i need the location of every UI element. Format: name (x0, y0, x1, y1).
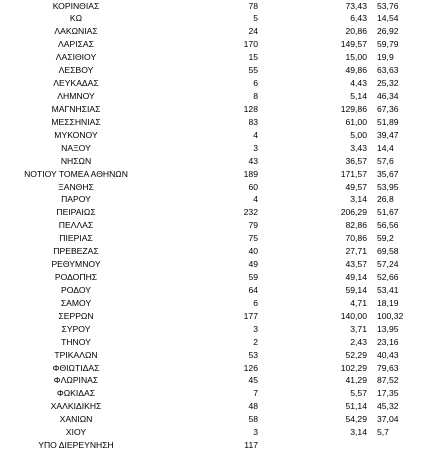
table-row (0, 426, 432, 439)
rate-value-cell: 52,66 (377, 272, 399, 283)
case-count-cell: 53 (248, 349, 258, 360)
table-row (0, 64, 432, 77)
rate-value-cell: 18,19 (377, 297, 399, 308)
table-row (0, 439, 432, 452)
table-row (0, 413, 432, 426)
case-count-cell: 58 (248, 414, 258, 425)
average-value-cell: 4,43 (350, 78, 367, 89)
case-count-cell: 3 (253, 142, 258, 153)
table-row (0, 90, 432, 103)
region-name-cell: ΚΩ (69, 13, 83, 24)
average-value-cell: 49,14 (345, 272, 367, 283)
average-value-cell: 59,14 (345, 284, 367, 295)
rate-value-cell: 26,92 (377, 26, 399, 37)
table-row (0, 142, 432, 155)
average-value-cell: 51,14 (345, 401, 367, 412)
rate-value-cell: 87,52 (377, 375, 399, 386)
average-value-cell: 102,29 (340, 362, 367, 373)
case-count-cell: 8 (253, 91, 258, 101)
region-name-cell: ΜΕΣΣΗΝΙΑΣ (51, 116, 101, 127)
case-count-cell: 79 (248, 220, 258, 231)
average-value-cell: 15,00 (345, 52, 367, 63)
table-row (0, 51, 432, 64)
rate-value-cell: 56,56 (377, 220, 399, 231)
table-row (0, 245, 432, 258)
table-row (0, 193, 432, 206)
case-count-cell: 5 (253, 13, 258, 24)
region-name-cell: ΛΕΣΒΟΥ (58, 65, 94, 76)
rate-value-cell: 39,47 (377, 129, 399, 140)
region-name-cell: ΦΘΙΩΤΙΔΑΣ (52, 362, 100, 373)
average-value-cell: 4,71 (350, 297, 367, 308)
case-count-cell: 6 (253, 78, 258, 89)
table-row (0, 206, 432, 219)
case-count-cell: 117 (244, 440, 258, 451)
rate-value-cell: 40,43 (377, 349, 399, 360)
average-value-cell: 54,29 (345, 414, 367, 425)
table-row (0, 400, 432, 413)
average-value-cell: 49,86 (345, 65, 367, 76)
case-count-cell: 45 (248, 375, 258, 386)
case-count-cell: 3 (253, 427, 258, 438)
rate-value-cell: 79,63 (377, 362, 399, 373)
case-count-cell: 43 (248, 155, 258, 166)
rate-value-cell: 19,9 (377, 52, 394, 63)
table-row (0, 116, 432, 129)
rate-value-cell: 26,8 (377, 194, 394, 205)
region-name-cell: ΦΩΚΙΔΑΣ (56, 388, 96, 399)
region-name-cell: ΧΑΛΚΙΔΙΚΗΣ (50, 401, 102, 412)
table-row (0, 374, 432, 387)
average-value-cell: 20,86 (345, 26, 367, 37)
average-value-cell: 140,00 (340, 310, 367, 321)
region-name-cell: ΧΙΟΥ (65, 427, 87, 438)
case-count-cell: 24 (248, 26, 258, 37)
average-value-cell: 61,00 (345, 116, 367, 127)
average-value-cell: 3,43 (350, 142, 367, 153)
case-count-cell: 4 (253, 194, 258, 205)
table-row (0, 336, 432, 349)
rate-value-cell: 35,67 (377, 168, 399, 179)
region-name-cell: ΤΗΝΟΥ (61, 336, 91, 347)
average-value-cell: 3,71 (350, 323, 367, 334)
average-value-cell: 70,86 (345, 233, 367, 244)
rate-value-cell: 57,24 (377, 259, 399, 270)
case-count-cell: 83 (248, 116, 258, 127)
case-count-cell: 189 (243, 168, 258, 179)
region-name-cell: ΥΠΟ ΔΙΕΡΕΥΝΗΣΗ (38, 440, 114, 451)
case-count-cell: 3 (253, 323, 258, 334)
region-name-cell: ΛΗΜΝΟΥ (57, 91, 95, 101)
region-name-cell: ΣΥΡΟΥ (61, 323, 91, 334)
case-count-cell: 75 (248, 233, 258, 244)
region-name-cell: ΛΑΡΙΣΑΣ (58, 39, 94, 50)
table-row (0, 103, 432, 116)
region-name-cell: ΠΙΕΡΙΑΣ (59, 233, 93, 244)
case-count-cell: 40 (248, 246, 258, 257)
average-value-cell: 52,29 (345, 349, 367, 360)
average-value-cell: 2,43 (350, 336, 367, 347)
rate-value-cell: 53,95 (377, 181, 399, 192)
table-row (0, 232, 432, 245)
average-value-cell: 49,57 (345, 181, 367, 192)
rate-value-cell: 63,63 (377, 65, 399, 76)
case-count-cell: 48 (248, 401, 258, 412)
case-count-cell: 7 (253, 388, 258, 399)
region-name-cell: ΣΑΜΟΥ (60, 297, 92, 308)
case-count-cell: 232 (243, 207, 258, 218)
region-name-cell: ΛΕΥΚΑΔΑΣ (53, 78, 99, 89)
region-name-cell: ΧΑΝΙΩΝ (59, 414, 93, 425)
average-value-cell (325, 439, 367, 452)
table-row (0, 310, 432, 323)
rate-value-cell: 5,7 (377, 427, 389, 438)
region-name-cell: ΛΑΚΩΝΙΑΣ (54, 26, 98, 37)
table-row (0, 155, 432, 168)
region-name-cell: ΡΕΘΥΜΝΟΥ (51, 259, 101, 270)
average-value-cell: 27,71 (345, 246, 367, 257)
rate-value-cell: 67,36 (377, 103, 399, 114)
average-value-cell: 6,43 (350, 13, 367, 24)
rate-value-cell: 13,95 (377, 323, 399, 334)
table-row (0, 297, 432, 310)
case-count-cell: 177 (243, 310, 258, 321)
rate-value-cell: 59,2 (377, 233, 394, 244)
case-count-cell: 170 (243, 39, 258, 50)
average-value-cell: 73,43 (345, 0, 367, 11)
table-row (0, 284, 432, 297)
table-row (0, 271, 432, 284)
table-row (0, 181, 432, 194)
rate-value-cell (377, 439, 409, 452)
table-row (0, 219, 432, 232)
average-value-cell: 206,29 (340, 207, 367, 218)
rate-value-cell: 23,16 (377, 336, 399, 347)
rate-value-cell: 17,35 (377, 388, 399, 399)
table-row (0, 25, 432, 38)
average-value-cell: 43,57 (345, 259, 367, 270)
table-row (0, 12, 432, 25)
rate-value-cell: 14,4 (377, 142, 394, 153)
region-name-cell: ΤΡΙΚΑΛΩΝ (54, 349, 98, 360)
case-count-cell: 55 (248, 65, 258, 76)
region-name-cell: ΡΟΔΟΠΗΣ (54, 272, 98, 283)
rate-value-cell: 51,89 (377, 116, 399, 127)
table-row (0, 349, 432, 362)
region-name-cell: ΠΡΕΒΕΖΑΣ (53, 246, 99, 257)
case-count-cell: 4 (253, 129, 258, 140)
case-count-cell: 49 (248, 259, 258, 270)
region-name-cell: ΚΟΡΙΝΘΙΑΣ (52, 0, 100, 11)
rate-value-cell: 45,32 (377, 401, 399, 412)
table-row (0, 0, 432, 13)
rate-value-cell: 51,67 (377, 207, 399, 218)
region-name-cell: ΡΟΔΟΥ (61, 284, 91, 295)
average-value-cell: 3,14 (350, 427, 367, 438)
table-row (0, 129, 432, 142)
region-name-cell: ΣΕΡΡΩΝ (58, 310, 94, 321)
average-value-cell: 5,14 (350, 91, 367, 101)
region-name-cell: ΠΑΡΟΥ (61, 194, 91, 205)
average-value-cell: 36,57 (345, 155, 367, 166)
average-value-cell: 5,00 (350, 129, 367, 140)
rate-value-cell: 14,54 (377, 13, 399, 24)
average-value-cell: 41,29 (345, 375, 367, 386)
case-count-cell: 128 (243, 103, 258, 114)
table-row (0, 362, 432, 375)
table-row (0, 168, 432, 181)
rate-value-cell: 46,34 (377, 91, 399, 101)
case-count-cell: 126 (243, 362, 258, 373)
average-value-cell: 129,86 (340, 103, 367, 114)
table-row (0, 323, 432, 336)
region-name-cell: ΝΟΤΙΟΥ ΤΟΜΕΑ ΑΘΗΝΩΝ (24, 168, 128, 179)
rate-value-cell: 69,58 (377, 246, 399, 257)
case-count-cell: 2 (253, 336, 258, 347)
average-value-cell: 149,57 (340, 39, 367, 50)
region-name-cell: ΦΛΩΡΙΝΑΣ (53, 375, 99, 386)
case-count-cell: 59 (248, 272, 258, 283)
average-value-cell: 5,57 (350, 388, 367, 399)
table-row (0, 258, 432, 271)
case-count-cell: 64 (248, 284, 258, 295)
region-name-cell: ΜΑΓΝΗΣΙΑΣ (51, 103, 101, 114)
case-count-cell: 15 (248, 52, 258, 63)
region-name-cell: ΜΥΚΟΝΟΥ (54, 129, 98, 140)
table-row (0, 387, 432, 400)
rate-value-cell: 37,04 (377, 414, 399, 425)
rate-value-cell: 25,32 (377, 78, 399, 89)
case-count-cell: 6 (253, 297, 258, 308)
region-name-cell: ΠΕΛΛΑΣ (58, 220, 94, 231)
rate-value-cell: 100,32 (377, 310, 404, 321)
table-row (0, 38, 432, 51)
region-name-cell: ΠΕΙΡΑΙΩΣ (56, 207, 96, 218)
rate-value-cell: 53,41 (377, 284, 399, 295)
rate-value-cell: 53,76 (377, 0, 399, 11)
rate-value-cell: 59,79 (377, 39, 399, 50)
region-name-cell: ΝΑΞΟΥ (61, 142, 91, 153)
region-name-cell: ΛΑΣΙΘΙΟΥ (55, 52, 97, 63)
case-count-cell: 78 (248, 0, 258, 11)
region-name-cell: ΞΑΝΘΗΣ (58, 181, 94, 192)
rate-value-cell: 57,6 (377, 155, 394, 166)
average-value-cell: 3,14 (350, 194, 367, 205)
region-name-cell: ΝΗΣΩΝ (60, 155, 92, 166)
average-value-cell: 171,57 (340, 168, 367, 179)
table-row (0, 77, 432, 90)
case-count-cell: 60 (248, 181, 258, 192)
average-value-cell: 82,86 (345, 220, 367, 231)
